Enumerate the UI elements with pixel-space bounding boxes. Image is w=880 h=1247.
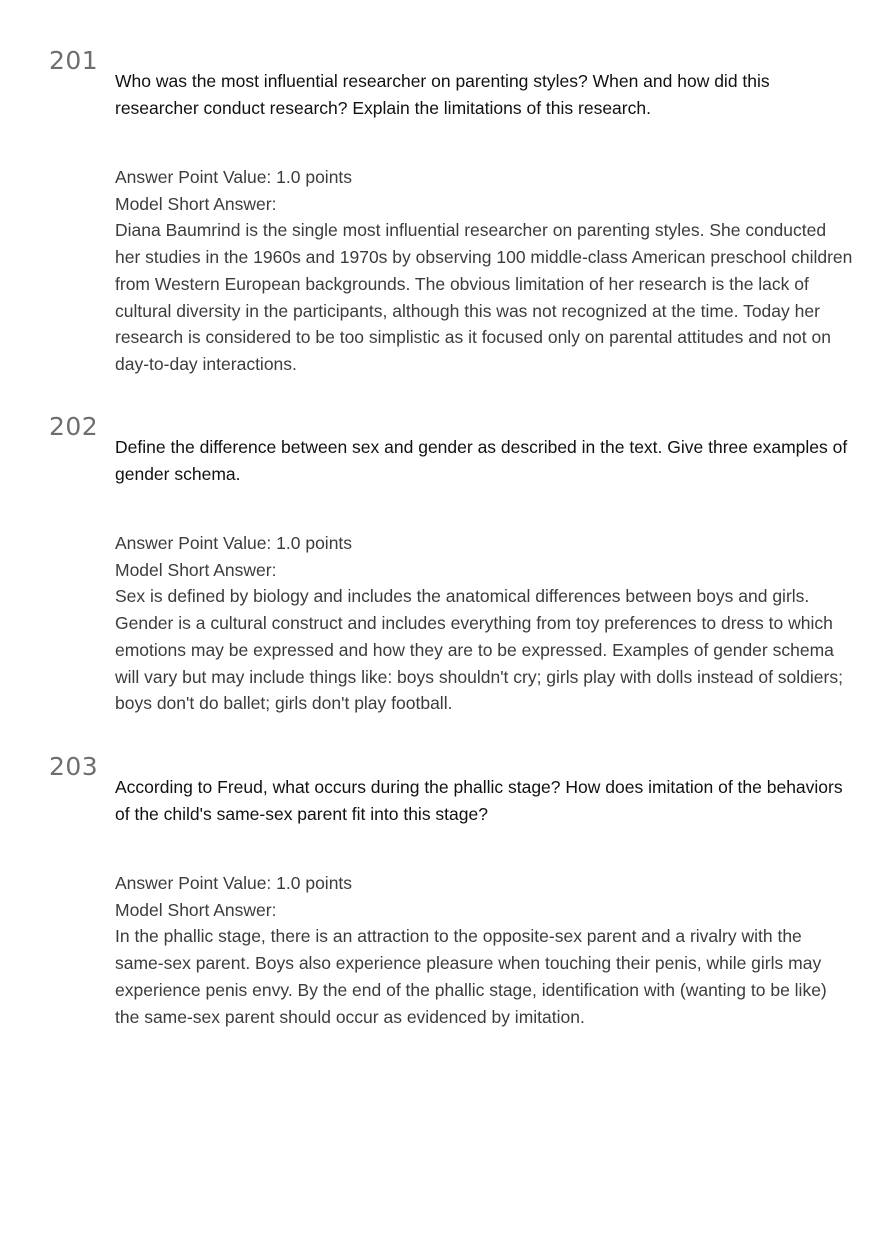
answer-block — [115, 164, 855, 378]
model-answer-text: Sex is defined by biology and includes the anatomical differences between boys and girls. Gender is a cultural construct and includes everything from toy preferences to dress to which emotions may be expressed and how they are to be expressed. Examples of gender schema will vary but may include things like: boys shouldn't cry; girls play with dolls instead of soldiers; boys don't do ballet; girls don't play football. — [115, 586, 843, 714]
answer-block — [115, 870, 855, 1030]
question-number: 201 — [49, 46, 99, 75]
model-answer-text: In the phallic stage, there is an attraction to the opposite-sex parent and a rivalry with the same-sex parent. Boys also experience pleasure when touching their penis, while girls may experience penis envy. By the end of the phallic stage, identification with (wanting to be like) the same-sex parent should occur as evidenced by imitation. — [115, 926, 827, 1027]
answer-point-value: Answer Point Value: 1.0 points — [115, 167, 353, 187]
model-answer-label: Model Short Answer: — [115, 193, 277, 214]
answer-point-value: Answer Point Value: 1.0 points — [115, 873, 353, 893]
answer-point-value: Answer Point Value: 1.0 points — [115, 533, 353, 553]
question-number: 203 — [49, 752, 99, 781]
question-text: Who was the most influential researcher on parenting styles? When and how did this researcher conduct research? Explain the limitations of this research. — [115, 71, 770, 118]
model-answer-label: Model Short Answer: — [115, 559, 277, 580]
question-text: According to Freud, what occurs during the phallic stage? How does imitation of the behaviors of the child's same-sex parent fit into this stage? — [115, 777, 843, 824]
answer-block — [115, 530, 855, 717]
question-text: Define the difference between sex and gender as described in the text. Give three examples of gender schema. — [115, 437, 848, 484]
model-answer-text: Diana Baumrind is the single most influential researcher on parenting styles. She conducted her studies in the 1960s and 1970s by observing 100 middle-class American preschool children from Western European backgrounds. The obvious limitation of her research is the lack of cultural diversity in the participants, although this was not recognized at the time. Today her research is considered to be too simplistic as it focused only on parental attitudes and not on day-to-day interactions. — [115, 220, 853, 374]
model-answer-label: Model Short Answer: — [115, 899, 277, 920]
question-number: 202 — [49, 412, 99, 441]
